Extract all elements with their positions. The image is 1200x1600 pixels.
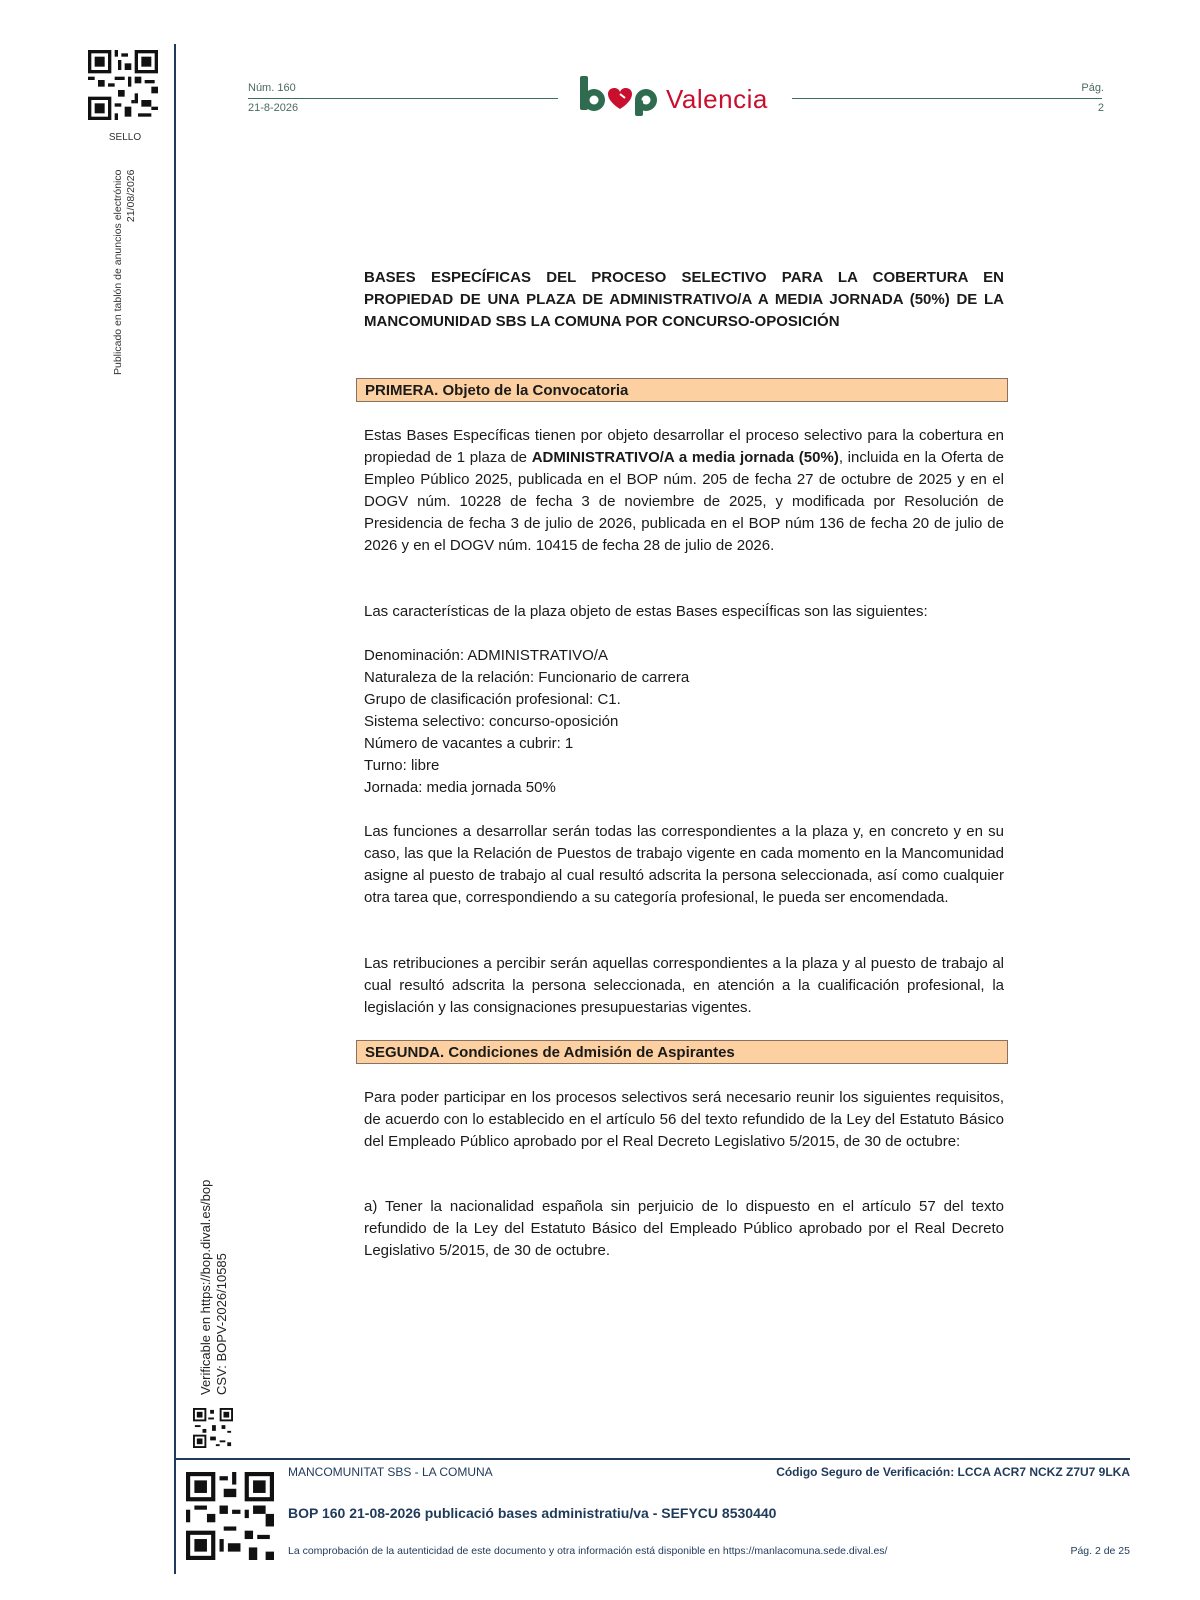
primera-paragraph-1: [364, 425, 1004, 557]
publication-stamp-line1: Publicado en tablón de anuncios electrónico: [112, 169, 124, 375]
page-label: Pág.: [1081, 82, 1104, 94]
verification-csv: CSV: BOPV-2026/10585: [214, 1253, 229, 1395]
list-item: Turno: libre: [364, 757, 440, 774]
footer-bop-reference: BOP 160 21-08-2026 publicació bases administratiu/va - SEFYCU 8530440: [288, 1505, 777, 1521]
logo-text: Valencia: [666, 84, 768, 114]
header-rule-left: [248, 98, 558, 99]
sello-qr-code: [88, 50, 158, 120]
section-heading-primera: PRIMERA. Objeto de la Convocatoria: [356, 378, 1008, 402]
primera-paragraph-3: Las funciones a desarrollar serán todas las correspondientes a la plaza y, en concreto y en su caso, las que la Relación de Puestos de trabajo vigente en cada momento en la Mancomunidad asigne al puesto de trabajo al cual resultó adscrita la persona seleccionada, así como cualquier otra tarea que, correspondiendo a su categoría profesional, le pueda ser encomendada.: [364, 823, 1004, 906]
header-rule-right: [792, 98, 1102, 99]
publication-stamp: [112, 170, 138, 375]
list-item: Jornada: media jornada 50%: [364, 779, 556, 796]
footer-verification-note: La comprobación de la autenticidad de este documento y otra información está disponible en https://manlacomuna.sede.dival.es/: [288, 1545, 888, 1557]
primera-paragraph-2: Las características de la plaza objeto de estas Bases especiÍficas son las siguientes:: [364, 603, 928, 620]
verification-qr-code: [193, 1408, 233, 1448]
footer-rule: [174, 1458, 1130, 1460]
characteristics-list: [364, 645, 1004, 799]
primera-p1-bold: ADMINISTRATIVO/A a media jornada (50%): [531, 449, 839, 466]
bulletin-date: 21-8-2026: [248, 102, 299, 114]
bop-logo-icon: [578, 74, 660, 123]
bulletin-number: Núm. 160: [248, 82, 296, 94]
primera-p1-text-start: Estas Bases Específicas tienen por objeto desarrollar el proceso selectivo para la cobertura en propiedad de 1 plaza de: [364, 427, 1004, 466]
page-number: 2: [1097, 102, 1104, 114]
publication-stamp-date: 21/08/2026: [125, 169, 137, 223]
sello-label: SELLO: [108, 132, 142, 143]
primera-p1-text-end: , incluida en la Oferta de Empleo Público 2025, publicada en el BOP núm. 205 de fecha 27 de octubre de 2025 y en el DOGV núm. 10228 de fecha 3 de noviembre de 2025, y modificada por Resolución de Presidencia de fecha 3 de julio de 2026, publicada en el BOP núm 136 de fecha 20 de julio de 2026 y en el DOGV núm. 10415 de fecha 28 de julio de 2026.: [364, 449, 1004, 554]
footer-page-count: Pág. 2 de 25: [1070, 1545, 1130, 1557]
list-item: Naturaleza de la relación: Funcionario de carrera: [364, 669, 690, 686]
list-item: Sistema selectivo: concurso-oposición: [364, 713, 619, 730]
list-item: Grupo de clasificación profesional: C1.: [364, 691, 621, 708]
list-item: Denominación: ADMINISTRATIVO/A: [364, 647, 608, 664]
document-title: BASES ESPECÍFICAS DEL PROCESO SELECTIVO PARA LA COBERTURA EN PROPIEDAD DE UNA PLAZA DE ADMINISTRATIVO/A A MEDIA JORNADA (50%) DE LA MANCOMUNIDAD SBS LA COMUNA POR CONCURSO-OPOSICIÓN: [364, 269, 1004, 330]
list-item: Número de vacantes a cubrir: 1: [364, 735, 574, 752]
verification-info: [198, 1180, 230, 1395]
verification-url: Verificable en https://bop.dival.es/bop: [198, 1179, 213, 1395]
section-heading-segunda: SEGUNDA. Condiciones de Admisión de Aspirantes: [356, 1040, 1008, 1064]
footer-csv: Código Seguro de Verificación: LCCA ACR7 NCKZ Z7U7 9LKA: [776, 1465, 1130, 1479]
left-rail-divider: [174, 44, 176, 1574]
segunda-paragraph-1: Para poder participar en los procesos selectivos será necesario reunir los siguientes requisitos, de acuerdo con lo establecido en el artículo 56 del texto refundido de la Ley del Estatuto Básico del Empleado Público aprobado por el Real Decreto Legislativo 5/2015, de 30 de octubre:: [364, 1089, 1004, 1150]
footer-qr-code: [186, 1472, 274, 1560]
footer-organization: MANCOMUNITAT SBS - LA COMUNA: [288, 1465, 493, 1479]
primera-paragraph-4: Las retribuciones a percibir serán aquellas correspondientes a la plaza y al puesto de trabajo al cual resultó adscrita la persona seleccionada, en atención a la cualificación profesional, la legislación y las consignaciones presupuestarias vigentes.: [364, 955, 1004, 1016]
segunda-paragraph-2: a) Tener la nacionalidad española sin perjuicio de lo dispuesto en el artículo 57 del texto refundido de la Ley del Estatuto Básico del Empleado Público aprobado por el Real Decreto Legislativo 5/2015, de 30 de octubre.: [364, 1198, 1004, 1259]
